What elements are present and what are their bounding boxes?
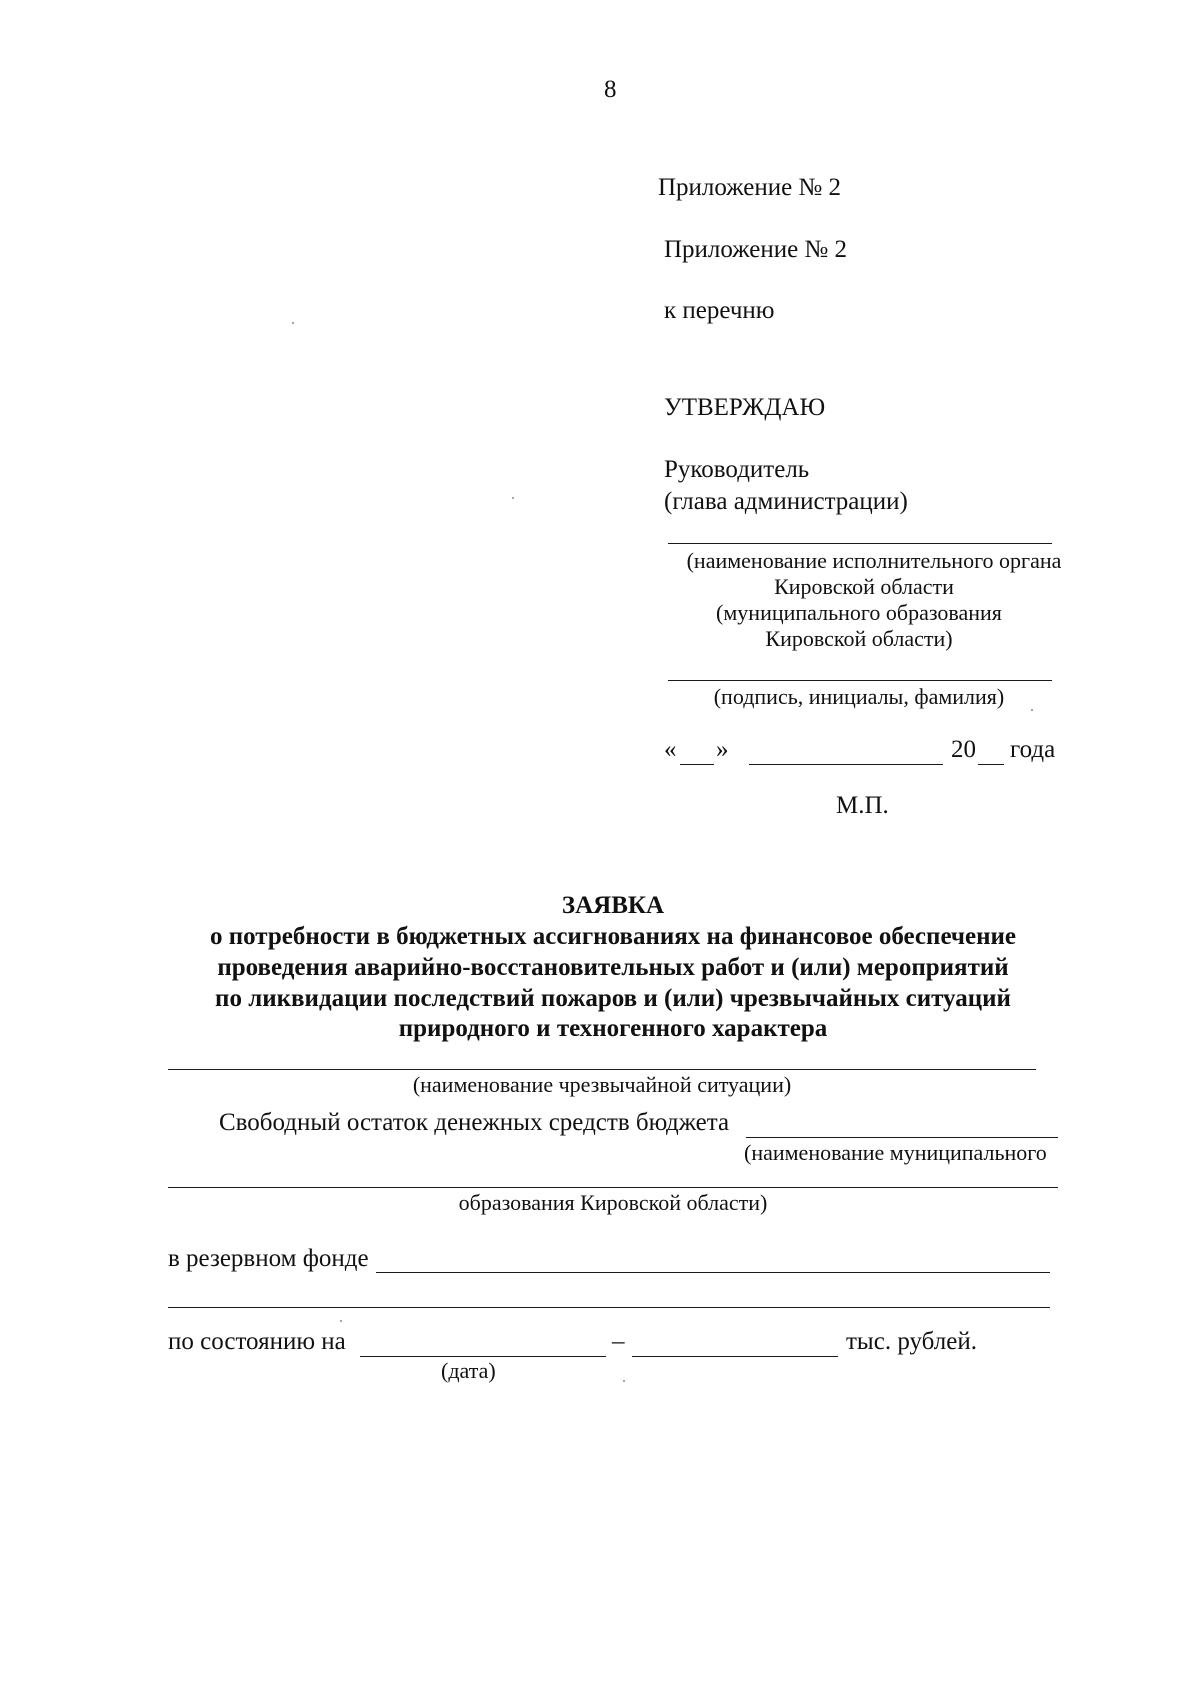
currency-label: тыс. рублей. [846, 1328, 977, 1355]
approve-label: УТВЕРЖДАЮ [664, 394, 826, 421]
free-balance-label: Свободный остаток денежных средств бюджета [219, 1109, 730, 1136]
date-day-field[interactable] [680, 764, 714, 765]
signature-caption: (подпись, инициалы, фамилия) [713, 684, 1005, 709]
emergency-caption: (наименование чрезвычайной ситуации) [412, 1072, 792, 1097]
title-line-1: о потребности в бюджетных ассигнованиях на финансовое обеспечение [209, 923, 1017, 950]
date-open-quote: « [664, 736, 677, 763]
signature-field-line[interactable] [668, 680, 1052, 681]
title-line-3: по ликвидации последствий пожаров и (или) чрезвычайных ситуаций [215, 985, 1011, 1012]
as-of-label: по состоянию на [168, 1328, 346, 1355]
document-title: ЗАЯВКА [561, 892, 665, 919]
reserve-fund-label: в резервном фонде [168, 1245, 369, 1272]
org-caption-line-4: Кировской области) [765, 626, 953, 651]
date-caption: (дата) [441, 1358, 496, 1383]
org-caption-line-2: Кировской области [774, 574, 954, 599]
municipal-caption-2: образования Кировской области) [458, 1190, 768, 1215]
org-caption-line-3: (муниципального образования [716, 600, 1002, 625]
page-number: 8 [604, 76, 617, 103]
scan-speck [340, 1320, 342, 1322]
to-list-label: к перечню [664, 297, 775, 324]
municipal-caption-1: (наименование муниципального [744, 1140, 1047, 1165]
scan-speck [292, 322, 294, 324]
emergency-name-field-line[interactable] [168, 1069, 1036, 1070]
head-title-line-2: (глава администрации) [664, 488, 908, 515]
scan-speck [1031, 709, 1033, 711]
date-year-field[interactable] [978, 764, 1004, 765]
budget-name-field-line[interactable] [746, 1137, 1058, 1138]
dash-separator: – [612, 1328, 625, 1355]
scan-speck [623, 1380, 625, 1382]
stamp-label: М.П. [836, 792, 889, 819]
org-caption-line-1: (наименование исполнительного органа [686, 548, 1062, 573]
date-month-field[interactable] [749, 764, 943, 765]
reserve-fund-field-line[interactable] [376, 1272, 1050, 1273]
title-line-4: природного и техногенного характера [398, 1015, 828, 1042]
head-title-line-1: Руководитель [664, 456, 810, 483]
date-year-prefix: 20 [951, 736, 976, 763]
date-year-suffix: года [1010, 736, 1056, 763]
scan-speck [512, 497, 514, 499]
as-of-date-field[interactable] [360, 1356, 606, 1357]
title-line-2: проведения аварийно-восстановительных работ и (или) мероприятий [217, 954, 1009, 981]
appendix-label-1: Приложение № 2 [658, 174, 842, 201]
appendix-label-2: Приложение № 2 [664, 236, 848, 263]
reserve-fund-field-line-2[interactable] [168, 1307, 1050, 1308]
date-close-quote: » [716, 736, 729, 763]
budget-name-field-line-2[interactable] [168, 1187, 1058, 1188]
amount-field[interactable] [632, 1356, 838, 1357]
org-name-field-line[interactable] [668, 543, 1052, 544]
